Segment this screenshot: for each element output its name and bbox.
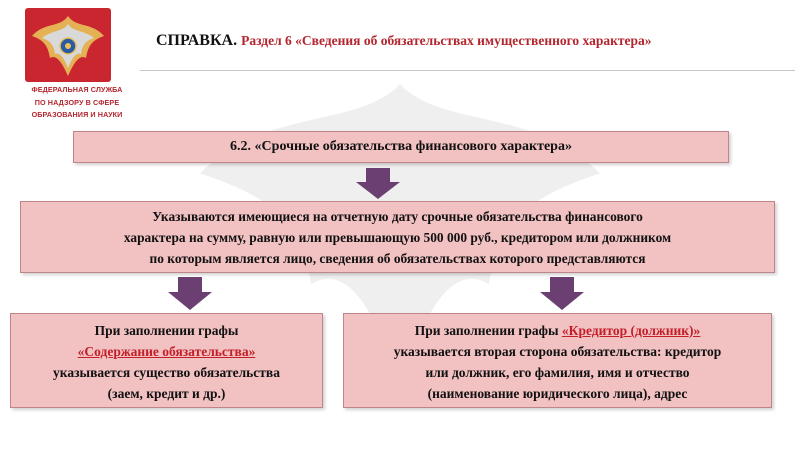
arrow-down-icon bbox=[354, 168, 402, 200]
creditor-field-prefix: При заполнении графы bbox=[414, 323, 562, 338]
page-title: СПРАВКА. bbox=[156, 32, 238, 49]
description-line-1: Указываются имеющиеся на отчетную дату срочные обязательства финансового bbox=[152, 209, 643, 224]
content-field-line-3: указывается существо обязательства bbox=[53, 365, 280, 380]
creditor-field-line-1 bbox=[344, 320, 771, 341]
creditor-field-box bbox=[343, 313, 772, 408]
creditor-field-line-2: указывается вторая сторона обязательства: кредитор bbox=[393, 344, 722, 359]
content-field-line-4: (заем, кредит и др.) bbox=[107, 386, 226, 401]
org-line-2: ПО НАДЗОРУ В СФЕРЕ bbox=[34, 97, 120, 107]
description-line-3: по которым является лицо, сведения об обязательствах которого представляются bbox=[149, 251, 646, 266]
org-line-1: ФЕДЕРАЛЬНАЯ СЛУЖБА bbox=[31, 85, 123, 94]
content-field-box bbox=[10, 313, 323, 408]
org-line-3: ОБРАЗОВАНИЯ И НАУКИ bbox=[31, 110, 123, 119]
organization-name bbox=[22, 84, 132, 122]
page-subtitle: Раздел 6 «Сведения об обязательствах имущественного характера» bbox=[241, 33, 652, 48]
section-title-box bbox=[73, 131, 729, 163]
description-line-2: характера на сумму, равную или превышающую 500 000 руб., кредитором или должником bbox=[123, 230, 672, 245]
section-title: 6.2. «Срочные обязательства финансового характера» bbox=[230, 139, 572, 154]
eagle-emblem-icon bbox=[22, 6, 114, 84]
creditor-field-line-3: или должник, его фамилия, имя и отчество bbox=[425, 365, 690, 380]
page-header bbox=[156, 32, 796, 50]
creditor-field-line-4: (наименование юридического лица), адрес bbox=[427, 386, 688, 401]
arrow-down-icon bbox=[538, 277, 586, 311]
header-divider bbox=[140, 70, 795, 71]
description-box bbox=[20, 201, 775, 273]
arrow-down-icon bbox=[166, 277, 214, 311]
creditor-field-link[interactable]: «Кредитор (должник)» bbox=[561, 323, 701, 338]
content-field-link[interactable]: «Содержание обязательства» bbox=[77, 344, 256, 359]
content-field-line-1: При заполнении графы bbox=[94, 323, 239, 338]
